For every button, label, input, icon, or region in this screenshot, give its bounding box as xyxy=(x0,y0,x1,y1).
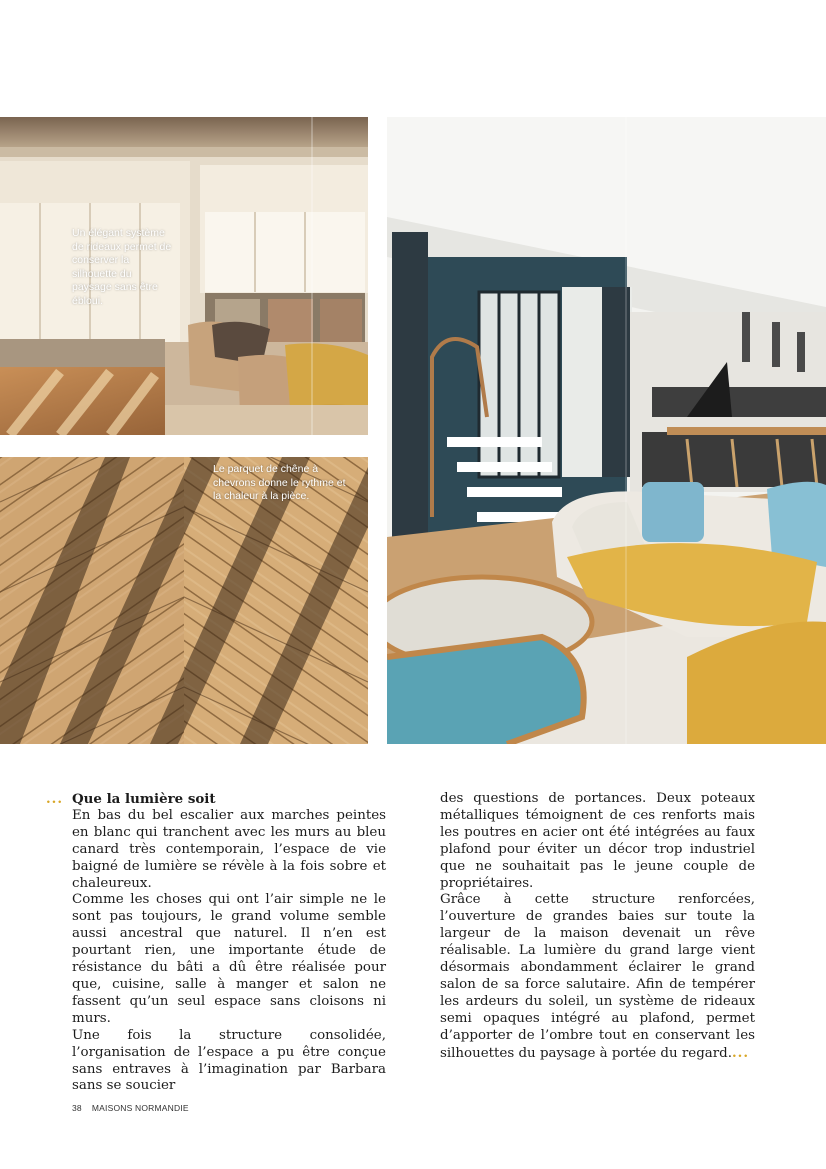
paragraph-last xyxy=(440,892,755,1062)
heading-text: Que la lumière soit xyxy=(72,791,216,807)
page-number: 38 xyxy=(72,1103,82,1113)
paragraph: des questions de portances. Deux poteaux métalliques témoignent de ces renforts mais les poutres en acier ont été intégrées au faux plafond pour éviter un décor trop industriel que ne souhaitait pas le jeune couple de propriétaires. xyxy=(440,791,755,891)
paragraph-text: Grâce à cette structure renforcées, l’ouverture de grandes baies sur toute la largeur de la maison devenait un rêve réalisable. La lumière du grand large vient désormais abondamment éclairer le grand salon de sa force salutaire. Afin de tempérer les ardeurs du soleil, un système de rideaux semi opaques intégré au plafond, permet d’apporter de l’ombre tout en conservant les silhouettes du paysage à portée du regard. xyxy=(440,892,755,1061)
paragraph: Une fois la structure consolidée, l’organisation de l’espace a pu être conçue sans entraves à l’imagination par Barbara sans se soucier xyxy=(72,1027,386,1094)
photo-staircase-salon xyxy=(387,117,826,744)
magazine-name: MAISONS NORMANDIE xyxy=(91,1103,189,1113)
lead-dots: ... xyxy=(46,791,63,807)
staircase-salon-image xyxy=(387,117,826,744)
article-column-left xyxy=(46,791,386,1095)
caption-curtains: Un élégant système de rideaux permet de conserver la silhouette du paysage sans être ébloui. xyxy=(72,227,172,307)
photo-living-room-curtains xyxy=(0,117,368,435)
page-footer xyxy=(72,1103,199,1113)
article-column-right xyxy=(440,791,755,1063)
living-room-curtains-image xyxy=(0,117,368,435)
paragraph: Comme les choses qui ont l’air simple ne le sont pas toujours, le grand volume semble aussi ancestral que naturel. Il n’en est pourtant rien, une importante étude de résistance du bâti a dû être réalisée pour que, cuisine, salle à manger et salon ne fassent qu’un seul espace sans cloisons ni murs. xyxy=(72,892,386,1026)
paragraph: En bas du bel escalier aux marches peintes en blanc qui tranchent avec les murs au bleu canard très contemporain, l’espace de vie baigné de lumière se révèle à la fois sobre et chaleureux. xyxy=(72,807,386,891)
section-heading xyxy=(46,791,386,808)
caption-parquet: Le parquet de chêne à chevrons donne le rythme et la chaleur à la pièce. xyxy=(213,463,346,502)
end-dots: ... xyxy=(732,1044,749,1061)
